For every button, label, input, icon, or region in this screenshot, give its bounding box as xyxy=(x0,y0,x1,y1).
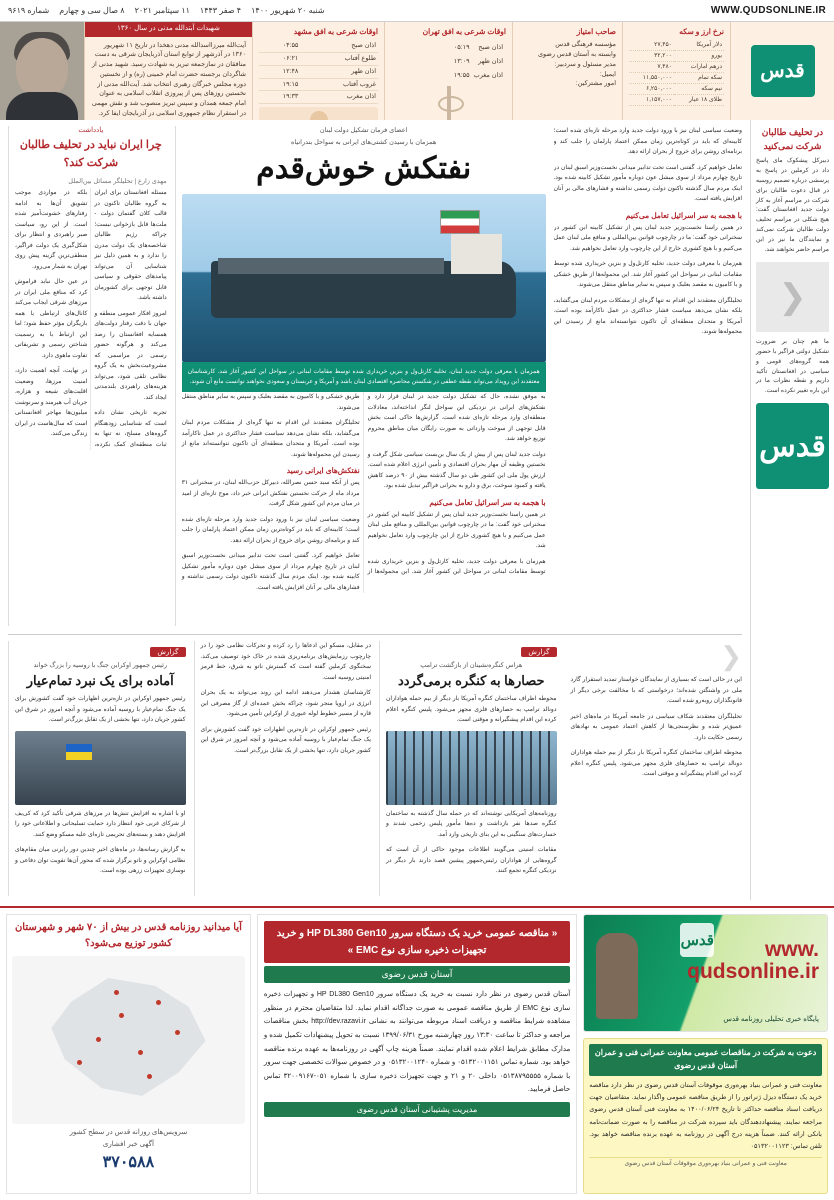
rail-paragraph-0: دبیرکل پیشکوک مای پاسخ داد در کرملین در پاسخ به پرسشی درباره تصمیم روسیه در قبال دعوت طالبان برای شرکت در مراسم آغاز به کار دولت جدید افغانستان گفت: هیچ شکلی در مراسم تحلیف دولت طالبان شرکت نمی‌کند و نمایندگان ما نیز در این مراسم حاضر نخواهند شد. xyxy=(756,158,829,254)
reports-row xyxy=(8,634,742,896)
cont-paragraph-2: در همین راستا نخست‌وزیر جدید لبنان پس از تشکیل کابینه این کشور در سخنرانی خود گفت: ما در چارچوب قوانین بین‌المللی و منافع ملی لبنان عمل می‌کنیم و با هیچ کشوری خارج از این چارچوب وارد تعامل نخواهیم شد. xyxy=(553,224,742,252)
prayer-value-4: ۱۹:۳۳ xyxy=(259,91,300,104)
rate-value-1: ۳۲,۲۰۰ xyxy=(629,51,674,62)
report-2-photo xyxy=(386,731,557,805)
website-url-line-2: qudsonline.ir xyxy=(687,960,819,984)
prayer-value-1: ۰۶:۲۱ xyxy=(259,53,300,66)
cont-paragraph-1: تعامل خواهیم کرد. گفتنی است تحت تدابیر میدانی نخست‌وزیر اسبق لبنان در تاریخ چهارم مرداد از سوی میشل عون دوباره مأمور تشکیل کابینه شده بود. اینک مردم سال گذشته تاکنون دولت رسمی نداشته و فشارهای مالی بر آنان افزایش یافته است. xyxy=(553,164,742,202)
tender-subtitle: آستان قدس رضوی xyxy=(264,966,570,983)
martyr-block xyxy=(84,22,252,120)
report-1-headline[interactable]: آماده برای یک نبرد تمام‌عیار xyxy=(26,673,174,689)
date-4: شماره ۹۶۱۹ xyxy=(8,6,50,15)
map-dot-4 xyxy=(175,1030,180,1035)
cont-paragraph-0: وضعیت سیاسی لبنان نیز با ورود دولت جدید وارد مرحله تازه‌ای شده است؛ کابینه‌ای که باید در کوتاه‌ترین زمان ممکن اعتماد پارلمان را جلب کند و برنامه‌ای روشن برای خروج از بحران ارائه دهد. xyxy=(553,128,742,155)
top-bar xyxy=(0,0,834,22)
martyr-text: آیت‌الله میرزااسدالله مدنی دهخدا در تاریخ ۱۱ شهریور ۱۳۶۰ در آذرشهر از توابع استان آذربایجان شرقی به دست منافقان در نمازجمعه تبریز به شهادت رسید. شهید مدنی از شاگردان برجسته حضرت امام خمینی (ره) و از نخستین دوره مجلس خبرگان رهبری انتخاب شد. آیت‌الله مدنی از نخستین روزهای پس از پیروزی انقلاب اسلامی به عنوان امام جمعه همدان و سپس تبریز منصوب شد و نقش مهمی در استقرار نظام جمهوری اسلامی در آذربایجان ایفا کرد. xyxy=(91,41,246,117)
date-2: ۱۱ سپتامبر ۲۰۲۱ xyxy=(134,6,190,15)
report-1-paragraph-4: کارشناسان هشدار می‌دهند ادامه این روند می‌تواند به یک بحران انرژی در اروپا منجر شود، چراکه بخش عمده‌ای از گاز مصرفی این قاره از مسیر خطوط لوله عبوری از اوکراین تأمین می‌شود. xyxy=(200,690,371,717)
portrait-photo xyxy=(0,22,84,120)
lead-subhead-2: نفتکش‌های ایرانی رسید xyxy=(286,466,360,476)
tender-footer: مدیریت پشتیبانی آستان قدس رضوی xyxy=(264,1102,570,1117)
yellow-tender-ad xyxy=(583,1038,828,1194)
currency-rates-block xyxy=(622,22,730,120)
prayer-value-3: ۱۹:۱۵ xyxy=(259,78,300,91)
rail-headline: در تحلیف طالبان شرکت نمی‌کنید xyxy=(761,127,824,151)
rate-label-2: درهم امارات xyxy=(674,62,724,73)
rate-label-4: نیم سکه xyxy=(674,84,724,95)
rate-value-3: ۱۱,۵۵۰,۰۰۰ xyxy=(629,73,674,84)
lead-eyebrow-2: همزمان با رسیدن کشتی‌های ایرانی به سواحل بندرانیاه xyxy=(291,139,437,147)
date-3: ۸ صال سی و چهارم xyxy=(59,6,125,15)
rates-title: نرخ ارز و سکه xyxy=(679,27,724,36)
opinion-paragraph-4: در نهایت، آنچه اهمیت دارد، امنیت مرزها، وضعیت اقلیت‌های شیعه و هزاره، جریان آب هیرمند و سرنوشت میلیون‌ها مهاجر افغانستانی است که سال‌هاست در ایران زندگی می‌کنند. xyxy=(15,368,88,438)
portrait-suit xyxy=(6,92,78,120)
prayer-label-4: اذان مغرب xyxy=(300,91,378,104)
tanker-photo xyxy=(182,194,546,362)
lead-continuation-column xyxy=(554,126,742,626)
city-value-0: ۰۵:۱۹ xyxy=(453,44,470,52)
report-2-tag: گزارش xyxy=(521,647,556,657)
report-1-paragraph-2: به گزارش رسانه‌ها، در ماه‌های اخیر چندین دور رایزنی میان مقام‌های نظامی اوکراین و ناتو برگزار شده که محور آن‌ها تقویت توان دفاعی و نوسازی تجهیزات زرهی بوده است. xyxy=(15,847,186,875)
report-1-tag: گزارش xyxy=(150,647,185,657)
report-1-paragraph-0: رئیس جمهور اوکراین در تازه‌ترین اظهارات خود گفت کشورش برای یک جنگ تمام‌عیار با روسیه آماده می‌شود و آنچه امروز در شرق این کشور جریان دارد، تنها بخشی از یک تقابل بزرگ‌تر است. xyxy=(15,696,186,724)
top-stories-row xyxy=(8,126,742,626)
website-ad-subtitle: پایگاه خبری تحلیلی روزنامه قدس xyxy=(723,1016,819,1023)
map-ad-footer: سرویس‌های روزانه قدس در سطح کشور xyxy=(69,1129,188,1136)
masthead-logo xyxy=(730,22,834,120)
report-1-photo xyxy=(15,731,186,805)
tender-body: آستان قدس رضوی در نظر دارد نسبت به خرید یک دستگاه سرور HP DL380 Gen10 و تجهیزات ذخیره سازی نوع EMC از طریق مناقصه عمومی به صورت جداگانه اقدام نماید. لذا متقاضیان محترم در منظور مشاهده شرایط مناقصه و دریافت اسناد مربوطه می‌توانند به نشانی http://dev.razavi.ir بخش مناقصات مراجعه و حداکثر تا ساعت ۱۳:۳۰ روز چهارشنبه مورخ ۱۳۹۹/۰۶/۳۱ نسبت به تحویل پیشنهادات تکمیل شده و مدارک مطابق شرایط اعلام شده اقدام نمایند. ضمناً هزینه چاپ آگهی در روزنامه‌ها به عهده برنده مناقصه خواهد بود. شماره تماس ۰۵۱۳۲۰۰۱۱۵۱ و شماره ۰۵۱۳۲۰۰۱۲۴۰ و در خصوص سوالات تخصصی جهت سرور با شماره ۰۵۱۳۸۷۹۵۵۵۵ داخلی ۲۰ و ۲۱ و جهت تجهیزات ذخیره سازی با شماره ۰۵۱-۳۲۰۰۹۱۶۷ تماس حاصل فرمایید. xyxy=(263,991,571,1094)
report-2-continuation xyxy=(565,641,742,896)
rate-label-1: یورو xyxy=(674,51,724,62)
contact-line-4: امور مشترکین: xyxy=(575,80,616,88)
cont-subhead: با هجمه به سر اسرائیل تعامل می‌کنیم xyxy=(625,210,742,220)
map-dot-3 xyxy=(138,1050,143,1055)
masthead-strip xyxy=(0,22,834,120)
report-1-continuation xyxy=(194,641,372,896)
contact-line-0: مؤسسه فرهنگی قدس xyxy=(555,41,616,49)
prayer-label-2: اذان ظهر xyxy=(300,65,378,78)
report-2-eyebrow: هراس کنگره‌نشینان از بازگشت ترامپ xyxy=(420,662,523,669)
qods-logo: قدس xyxy=(751,45,815,97)
tender-ad xyxy=(257,914,577,1194)
rate-value-2: ۷,۴۸۰ xyxy=(629,62,674,73)
city-label-0: اذان صبح xyxy=(478,44,503,52)
lead-body xyxy=(182,392,546,593)
contact-line-1: وابسته به آستان قدس رضوی xyxy=(537,51,616,58)
lead-subhead-1: با هجمه به سر اسرائیل تعامل می‌کنیم xyxy=(429,497,546,507)
ukraine-flag-icon xyxy=(66,744,92,760)
prayer-table xyxy=(259,40,378,104)
cont-paragraph-3: هم‌زمان با معرفی دولت جدید، تخلیه کارتل‌ول و بنزین خریداری شده توسط مقامات لبنانی در سواحل این کشور آغاز شد. این محموله‌ها از طریق خشکی و با کامیون به مقصد بعلبک و سپس به سایر مناطق منتقل می‌شوند. xyxy=(553,261,742,288)
yellow-ad-footer: معاونت فنی و عمرانی بنیاد بهره‌وری موقوفات آستان قدس رضوی xyxy=(589,1157,822,1167)
portrait-head xyxy=(16,38,68,98)
person-silhouette xyxy=(596,933,638,1019)
advertisement-area xyxy=(0,906,834,1200)
quote-mark-icon: ❮ xyxy=(756,262,829,332)
city-label-2: اذان مغرب xyxy=(473,71,503,79)
lead-headline[interactable]: نفتکش خوش‌قدم xyxy=(256,151,472,185)
yellow-ad-body: معاونت فنی و عمرانی بنیاد بهره‌وری موقوفات آستان قدس رضوی در نظر دارد مناقصه خرید یک دستگاه دیزل ژنراتور را از طریق مناقصه عمومی واگذار نماید. متقاضیان جهت دریافت اسناد مناقصه حداکثر تا تاریخ ۱۴۰۰/۰۶/۲۴ به معاونت فنی آستان قدس رضوی مراجعه نمایند. پیشنهاددهندگان باید سپرده شرکت در مناقصه را به صورت ضمانت‌نامه بانکی ارائه کنند. ضمناً هزینه درج آگهی در روزنامه به عهده برنده مناقصه خواهد بود. تلفن تماس: ۰۵۱۳۲۰۰۱۱۲۳ xyxy=(589,1081,822,1151)
distribution-map-ad xyxy=(6,914,251,1194)
lead-photo-caption: همزمان با معرفی دولت جدید لبنان، تخلیه کارتل‌ول و بنزین خریداری شده توسط مقامات لبنانی در سواحل این کشور آغاز شد. کارشناسان معتقدند این رویداد می‌تواند نقطه عطفی در شکستن محاصره اقتصادی لبنان باشد و آمریکا و عربستان و سعودی نخواهند توانست مانع آن شوند. xyxy=(182,362,546,392)
contact-line-2: مدیر مسئول و سردبیر: xyxy=(554,60,616,68)
report-2-paragraph-3: این در حالی است که بسیاری از نمایندگان خواستار تمدید استقرار گارد ملی در واشنگتن شده‌اند؛ درخواستی که با مخالفت برخی دیگر از قانونگذاران روبه‌رو شده است. xyxy=(570,677,742,704)
cont-paragraph-4: تحلیلگران معتقدند این اقدام نه تنها گره‌ای از مشکلات مردم لبنان می‌گشاید، بلکه نشان می‌دهد سیاست فشار حداکثری در عمل ناکارآمد بوده است. آمریکا و متحدان منطقه‌ای آن تاکنون نتوانسته‌اند مانع از رسیدن این محموله‌ها شوند. xyxy=(553,297,742,335)
map-ad-number: ۳۷۰۵۸۸ xyxy=(102,1154,155,1171)
quote-decoration-icon: ❮ xyxy=(720,641,742,671)
lead-paragraph-0: به موفق نشده، حال که تشکیل دولت جدید در لبنان قرار دارد و نفتکش‌های ایرانی در نزدیکی این سواحل لنگر انداخته‌اند، معادلات منطقه‌ای وارد مرحله تازه‌ای شده است. گزارش‌ها حاکی است بخش قابل توجهی از سوخت وارداتی به صورت رایگان میان مناطق محروم توزیع خواهد شد. xyxy=(367,394,546,443)
report-1-eyebrow: رئیس جمهور اوکراین جنگ با روسیه را بزرگ خواند xyxy=(33,662,168,669)
rate-value-4: ۶,۲۵۰,۰۰۰ xyxy=(629,84,674,95)
date-1: ۴ صفر ۱۴۴۳ xyxy=(199,6,242,15)
left-ads-column xyxy=(583,914,828,1194)
lead-paragraph-2: هم‌زمان با معرفی دولت جدید، تخلیه کارتل‌ول و بنزین خریداری شده توسط مقامات لبنانی در سواحل این کشور آغاز شد. این محموله‌ها از طریق خشکی و با کامیون به مقصد بعلبک و سپس به سایر مناطق منتقل می‌شوند. xyxy=(181,394,546,576)
milad-tower-icon xyxy=(391,84,506,121)
opinion-byline: مهدی زارع | تحلیلگر مسائل بین‌الملل xyxy=(68,178,167,186)
site-url[interactable]: WWW.QUDSONLINE.IR xyxy=(710,5,826,16)
report-1-paragraph-3: در مقابل، مسکو این ادعاها را رد کرده و تحرکات نظامی خود را در چارچوب رزمایش‌های برنامه‌ریزی شده در خاک خود توصیف می‌کند. سخنگوی کرملین گفته است که گسترش ناتو به شرق، خط قرمز امنیتی روسیه است. xyxy=(200,643,371,681)
opinion-kicker: یادداشت xyxy=(78,127,104,134)
opinion-paragraph-2: تجربه تاریخی نشان داده است که شناسایی زودهنگام گروه‌های مسلح، نه تنها به ثبات منطقه‌ای کمک نکرده، بلکه در مواردی موجب تشویق آن‌ها به ادامه رفتارهای خشونت‌آمیز شده است. از این رو، سیاست صبر راهبردی و انتظار برای شکل‌گیری یک دولت فراگیر، منطقی‌ترین گزینه پیش روی تهران به شمار می‌رود. xyxy=(15,190,167,448)
opinion-column xyxy=(8,126,167,626)
tanker-bridge xyxy=(451,234,502,274)
prayer-label-0: اذان صبح xyxy=(300,40,378,52)
rate-label-5: طلای ۱۸ عیار xyxy=(674,95,724,106)
city-prayer-table xyxy=(451,40,506,83)
prayer-label-1: طلوع آفتاب xyxy=(300,53,378,66)
website-ad-url[interactable] xyxy=(687,939,819,983)
lead-paragraph-4: وضعیت سیاسی لبنان نیز با ورود دولت جدید وارد مرحله تازه‌ای شده است؛ کابینه‌ای که باید در کوتاه‌ترین زمان ممکن اعتماد پارلمان را جلب کند و برنامه‌ای روشن برای خروج از بحران ارائه دهد. xyxy=(181,516,360,544)
opinion-paragraph-0: مسئله افغانستان برای ایران به گروه طالبان تاکنون در قالب کلان گفتمان دولت - ملت‌ها قابل بازخوانی نیست؛ چراکه رژیم طالبان شاخصه‌های یک دولت مدرن را ندارد و به همین دلیل نیز شناسایی آن می‌تواند پیامدهای حقوقی و سیاسی قابل توجهی برای کشورمان داشته باشد. xyxy=(94,190,167,302)
report-2-paragraph-0: محوطه اطراف ساختمان کنگره آمریکا بار دیگر از بیم حمله هواداران دونالد ترامپ به حصارهای فلزی مجهز می‌شود. پلیس کنگره اعلام کرده این اقدام پیشگیرانه و موقتی است. xyxy=(386,696,557,724)
city-label-1: اذان ظهر xyxy=(478,58,503,65)
date-0: شنبه ۲۰ شهریور ۱۴۰۰ xyxy=(251,6,325,15)
lead-paragraph-1: دولت جدید لبنان پس از بیش از یک سال بن‌بست سیاسی شکل گرفت و نخستین وظیفه آن مهار بحران اقتصادی و تأمین انرژی اعلام شده است. ارزش پول ملی این کشور طی دو سال گذشته بیش از ۹۰ درصد کاهش یافته و کمبود سوخت، برق و دارو به بحرانی فراگیر تبدیل شده بود. xyxy=(367,451,546,490)
opinion-body xyxy=(15,188,167,450)
report-2 xyxy=(379,641,557,896)
iran-flag-icon xyxy=(440,210,480,234)
prayer-title: اوقات شرعی به افق مشهد xyxy=(293,27,378,36)
dateline xyxy=(8,6,324,15)
lead-subhead-2-text: پس از آنکه سید حسن نصرالله، دبیرکل حزب‌الله لبنان، در سخنرانی ۳۱ مرداد ماه از حرکت نخستین نفتکش ایرانی خبر داد، موج تازه‌ای از امید در میان مردم این کشور شکل گرفت. xyxy=(181,480,360,508)
mosque-icon xyxy=(259,107,378,120)
lead-paragraph-5: تعامل خواهیم کرد. گفتنی است تحت تدابیر میدانی نخست‌وزیر اسبق لبنان در تاریخ چهارم مرداد از سوی میشل عون دوباره مأمور تشکیل کابینه شده بود. اینک مردم سال گذشته تاکنون دولت رسمی نداشته و فشارهای مالی بر آنان افزایش یافته است. xyxy=(181,553,360,591)
report-2-headline[interactable]: حصارها به کنگره برمی‌گردد xyxy=(397,673,545,689)
website-url-line-1: www. xyxy=(764,938,819,961)
prayer-label-3: غروب آفتاب xyxy=(300,78,378,91)
martyr-title: شهیدات آبتدالله مدنی در سال ۱۳۶۰ xyxy=(85,22,252,37)
report-2-paragraph-4: تحلیلگران معتقدند شکاف سیاسی در جامعه آمریکا در ماه‌های اخیر عمیق‌تر شده و نظرسنجی‌ها از کاهش اعتماد عمومی به نهادهای رسمی حکایت دارد. xyxy=(570,713,742,741)
report-1-paragraph-1: او با اشاره به افزایش تنش‌ها در مرزهای شرقی تأکید کرد که کی‌یف از شرکای غربی خود انتظار دارد حمایت تسلیحاتی و اطلاعاتی خود را افزایش دهند و بسته‌های تحریمی تازه‌ای علیه مسکو وضع کنند. xyxy=(15,810,186,838)
opinion-headline[interactable]: چرا ایران نباید در تحلیف طالبان شرکت کند؟ xyxy=(19,139,162,169)
contact-title: صاحب امتیاز xyxy=(576,27,616,36)
map-ad-legend: آگهی خبر افشاری xyxy=(102,1141,154,1148)
report-2-paragraph-2: مقامات امنیتی می‌گویند اطلاعات موجود حاکی از آن است که گروه‌هایی از هواداران رئیس‌جمهور پیشین قصد دارند بار دیگر در نزدیکی کنگره تجمع کنند. xyxy=(386,847,557,875)
map-dot-2 xyxy=(96,1037,101,1042)
rail-paragraph-1: ما هم چنان بر ضرورت تشکیل دولتی فراگیر با حضور همه گروه‌های قومی و سیاسی در افغانستان تأکید داریم و نقطه نظرات ما در این باره تغییر نکرده است. xyxy=(756,338,829,395)
report-1 xyxy=(8,641,186,896)
opinion-paragraph-3: در عین حال نباید فراموش کرد که منافع ملی ایران در مرزهای شرقی ایجاب می‌کند کانال‌های ارتباطی با همه بازیگران مؤثر حفظ شود؛ اما این ارتباط با به رسمیت شناختن رسمی و تشریفاتی تفاوت ماهوی دارد. xyxy=(15,279,88,359)
city-value-1: ۱۳:۰۹ xyxy=(453,58,470,65)
prayer-value-0: ۰۴:۵۵ xyxy=(259,40,300,52)
contact-block xyxy=(512,22,622,120)
fence-bars-icon xyxy=(386,731,557,805)
prayer-value-2: ۱۲:۴۸ xyxy=(259,65,300,78)
rate-label-0: دلار آمریکا xyxy=(674,40,724,51)
website-ad-logo: قدس xyxy=(680,923,714,957)
city-value-2: ۱۹:۵۵ xyxy=(453,71,470,79)
tanker-deck xyxy=(218,258,444,275)
city-prayer-title: اوقات شرعی به افق تهران xyxy=(422,27,506,36)
lead-story xyxy=(175,126,546,626)
rate-label-3: سکه تمام xyxy=(674,73,724,84)
rate-value-5: ۱,۱۵۷,۰۰۰ xyxy=(629,95,674,106)
main-content xyxy=(0,120,750,900)
report-2-paragraph-5: محوطه اطراف ساختمان کنگره آمریکا بار دیگر از بیم حمله هواداران دونالد ترامپ به حصارهای فلزی مجهز می‌شود. پلیس کنگره اعلام کرده این اقدام پیشگیرانه و موقتی است. xyxy=(570,750,742,777)
tender-title: « مناقصه عمومی خرید یک دستگاه سرور HP DL380 Gen10 و خرید تجهیزات ذخیره سازی نوع EMC » xyxy=(264,921,570,963)
iran-map-graphic xyxy=(12,956,245,1124)
rail-qods-logo: قدس xyxy=(756,403,829,489)
rate-value-0: ۲۷,۴۵۰ xyxy=(629,40,674,51)
iran-outline xyxy=(45,973,213,1104)
lead-subhead-1-text: در همین راستا نخست‌وزیر جدید لبنان پس از تشکیل کابینه این کشور در سخنرانی خود گفت: ما در چارچوب قوانین بین‌المللی و منافع ملی لبنان عمل می‌کنیم و با هیچ کشوری خارج از این چارچوب وارد تعامل نخواهیم شد. xyxy=(367,511,546,550)
prayer-times-mashhad xyxy=(252,22,384,120)
prayer-times-tehran xyxy=(384,22,512,120)
map-dot-6 xyxy=(147,1074,152,1079)
rates-table xyxy=(629,40,724,106)
report-2-paragraph-1: روزنامه‌های آمریکایی نوشته‌اند که در حمله سال گذشته به ساختمان کنگره صدها نفر بازداشت و ده‌ها مأمور پلیس زخمی شدند و خسارت‌های سنگینی به این بنای تاریخی وارد آمد. xyxy=(386,810,557,838)
website-ad[interactable] xyxy=(583,914,828,1032)
right-rail xyxy=(750,120,834,900)
yellow-ad-title: دعوت به شرکت در مناقصات عمومی معاونت عمرانی فنی و عمران آستان قدس رضوی xyxy=(589,1044,822,1076)
lead-eyebrow-1: اعضای فرمان تشکیل دولت لبنان xyxy=(319,127,408,134)
opinion-paragraph-1: امروز افکار عمومی منطقه و جهان با دقت رفتار دولت‌های همسایه افغانستان را رصد می‌کند و هرگونه حضور رسمی در مراسمی که مشروعیت‌بخش به یک گروه نظامی تلقی شود، می‌تواند هزینه‌های راهبردی بلندمدتی ایجاد کند. xyxy=(94,310,167,401)
report-1-paragraph-5: رئیس جمهور اوکراین در تازه‌ترین اظهارات خود گفت کشورش برای یک جنگ تمام‌عیار با روسیه آماده می‌شود و آنچه امروز در شرق این کشور جریان دارد، تنها بخشی از یک تقابل بزرگ‌تر است. xyxy=(200,726,371,754)
map-ad-title: آیا میدانید روزنامه قدس در بیش از ۷۰ شهر و شهرستان کشور توزیع می‌شود؟ xyxy=(14,922,242,949)
contact-line-3: ایمیل: xyxy=(599,70,616,78)
lead-paragraph-3: تحلیلگران معتقدند این اقدام نه تنها گره‌ای از مشکلات مردم لبنان می‌گشاید، بلکه نشان می‌دهد سیاست فشار حداکثری در عمل ناکارآمد بوده است. آمریکا و متحدان منطقه‌ای آن تاکنون نتوانسته‌اند مانع از رسیدن این محموله‌ها شوند. xyxy=(181,420,360,458)
